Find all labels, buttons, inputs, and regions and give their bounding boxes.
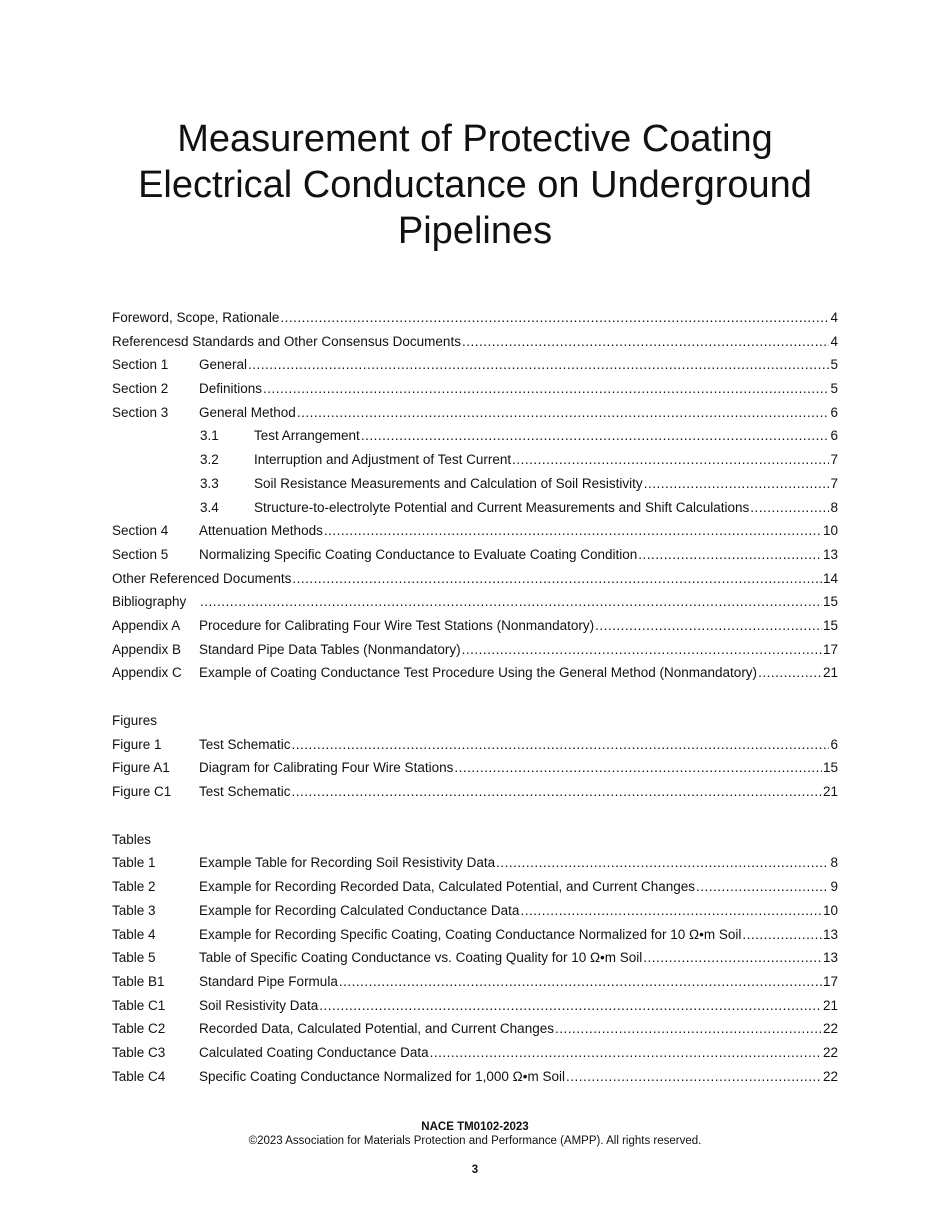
table-entry-title: Calculated Coating Conductance Data bbox=[199, 1044, 429, 1060]
toc-entry-label: Bibliography bbox=[112, 594, 187, 610]
figure-entry-label: Figure A1 bbox=[112, 760, 170, 776]
figure-entry[interactable] bbox=[112, 760, 838, 784]
toc-entry-title: Procedure for Calibrating Four Wire Test Stations (Nonmandatory) bbox=[199, 617, 595, 633]
toc-entry-title: Normalizing Specific Coating Conductance to Evaluate Coating Condition bbox=[199, 546, 638, 562]
leader-dots bbox=[430, 1045, 822, 1060]
leader-dots bbox=[750, 500, 829, 515]
title-line: Measurement of Protective Coating bbox=[177, 118, 773, 160]
toc-entry-title: Definitions bbox=[199, 381, 263, 397]
leader-dots bbox=[512, 452, 829, 467]
leader-dots bbox=[292, 737, 830, 752]
figure-entry-label: Figure 1 bbox=[112, 736, 162, 752]
leader-dots bbox=[339, 974, 822, 989]
toc-subentry[interactable] bbox=[112, 476, 838, 500]
toc-subentry-page: 7 bbox=[830, 452, 838, 468]
table-entry-label: Table C4 bbox=[112, 1068, 166, 1084]
leader-dots bbox=[280, 310, 829, 325]
toc-entry-title: Other Referenced Documents bbox=[112, 570, 292, 586]
leader-dots bbox=[292, 784, 822, 799]
leader-dots bbox=[758, 665, 822, 680]
toc-entry[interactable] bbox=[112, 571, 838, 595]
leader-dots bbox=[200, 594, 822, 609]
table-entry-title: Example for Recording Calculated Conductance Data bbox=[199, 902, 520, 918]
table-entry-label: Table B1 bbox=[112, 973, 165, 989]
spacer bbox=[112, 689, 838, 713]
leader-dots bbox=[520, 903, 822, 918]
document-title bbox=[0, 116, 950, 254]
table-entry-title: Example Table for Recording Soil Resistivity Data bbox=[199, 855, 496, 871]
toc-entry-label: Section 5 bbox=[112, 546, 169, 562]
toc-entry[interactable] bbox=[112, 618, 838, 642]
toc-entry-label: Section 2 bbox=[112, 381, 169, 397]
leader-dots bbox=[361, 428, 830, 443]
toc-subentry-title: Structure-to-electrolyte Potential and Current Measurements and Shift Calculations bbox=[254, 499, 750, 515]
toc-entry[interactable] bbox=[112, 642, 838, 666]
table-entry-label: Table 3 bbox=[112, 902, 156, 918]
toc-entry-title: Foreword, Scope, Rationale bbox=[112, 310, 280, 325]
leader-dots bbox=[595, 618, 822, 633]
title-line: Pipelines bbox=[397, 210, 553, 252]
leader-dots bbox=[638, 547, 822, 562]
toc-entry-title: Referencesd Standards and Other Consensus Documents bbox=[112, 333, 461, 349]
toc-entry-page: 6 bbox=[830, 404, 838, 420]
table-entry[interactable] bbox=[112, 927, 838, 951]
toc-subentry-number: 3.1 bbox=[200, 428, 219, 444]
table-entry-page: 22 bbox=[822, 1021, 838, 1037]
table-entry-title: Example for Recording Specific Coating, Coating Conductance Normalized for 10 Ω•m Soil bbox=[199, 926, 742, 942]
footer-doc-id: NACE TM0102-2023 bbox=[421, 1121, 529, 1133]
figure-entry-title: Test Schematic bbox=[199, 736, 291, 752]
leader-dots bbox=[696, 879, 829, 894]
table-entry-title: Recorded Data, Calculated Potential, and Current Changes bbox=[199, 1021, 554, 1037]
table-entry-title: Soil Resistivity Data bbox=[199, 997, 319, 1013]
leader-dots bbox=[319, 998, 822, 1013]
leader-dots bbox=[566, 1069, 822, 1084]
toc-entry[interactable] bbox=[112, 547, 838, 571]
toc-entry-title: General Method bbox=[199, 404, 296, 420]
table-entry[interactable] bbox=[112, 1021, 838, 1045]
toc-subentry-title: Test Arrangement bbox=[254, 428, 360, 444]
toc-subentry-number: 3.4 bbox=[200, 499, 219, 515]
table-entry-label: Table C3 bbox=[112, 1044, 166, 1060]
toc-entry-label: Section 4 bbox=[112, 523, 169, 539]
figure-entry-page: 6 bbox=[830, 736, 838, 752]
toc-subentry-page: 6 bbox=[830, 428, 838, 444]
toc-entry[interactable] bbox=[112, 523, 838, 547]
table-entry-label: Table 5 bbox=[112, 950, 156, 966]
leader-dots bbox=[248, 357, 829, 372]
toc-entry-label: Appendix B bbox=[112, 641, 182, 657]
toc-entry-page: 14 bbox=[822, 570, 838, 586]
table-of-contents bbox=[112, 310, 838, 1092]
table-entry-page: 13 bbox=[822, 926, 838, 942]
leader-dots bbox=[462, 334, 830, 349]
leader-dots bbox=[555, 1021, 822, 1036]
toc-subentry-number: 3.3 bbox=[200, 475, 219, 491]
table-entry-page: 9 bbox=[830, 879, 838, 895]
leader-dots bbox=[496, 855, 829, 870]
toc-entry-label: Section 1 bbox=[112, 357, 169, 373]
leader-dots bbox=[462, 642, 822, 657]
toc-entry-page: 5 bbox=[830, 357, 838, 373]
figure-entry-title: Diagram for Calibrating Four Wire Stations bbox=[199, 760, 454, 776]
table-entry[interactable] bbox=[112, 1045, 838, 1069]
table-entry-title: Specific Coating Conductance Normalized for 1,000 Ω•m Soil bbox=[199, 1068, 565, 1084]
toc-subentry-page: 8 bbox=[830, 499, 838, 515]
toc-entry[interactable] bbox=[112, 594, 838, 618]
table-entry-page: 22 bbox=[822, 1044, 838, 1060]
toc-entry[interactable] bbox=[112, 334, 838, 358]
footer-copyright: ©2023 Association for Materials Protection and Performance (AMPP). All rights reserved. bbox=[248, 1135, 702, 1147]
toc-entry-page: 10 bbox=[822, 523, 838, 539]
table-entry[interactable] bbox=[112, 950, 838, 974]
figure-entry-title: Test Schematic bbox=[199, 784, 291, 800]
table-entry-label: Table 1 bbox=[112, 855, 156, 871]
table-entry-page: 17 bbox=[822, 973, 838, 989]
leader-dots bbox=[644, 476, 830, 491]
table-entry-title: Example for Recording Recorded Data, Calculated Potential, and Current Changes bbox=[199, 879, 696, 895]
leader-dots bbox=[454, 760, 822, 775]
toc-entry[interactable] bbox=[112, 310, 838, 334]
table-entry[interactable] bbox=[112, 855, 838, 879]
figure-entry[interactable] bbox=[112, 784, 838, 808]
footer-page-number: 3 bbox=[471, 1164, 479, 1176]
table-entry[interactable] bbox=[112, 974, 838, 998]
toc-entry[interactable] bbox=[112, 405, 838, 429]
toc-entry[interactable] bbox=[112, 381, 838, 405]
table-entry-title: Standard Pipe Formula bbox=[199, 973, 338, 989]
figure-entry-page: 15 bbox=[822, 760, 838, 776]
toc-entry-page: 4 bbox=[830, 333, 838, 349]
toc-subentry-number: 3.2 bbox=[200, 452, 219, 468]
leader-dots bbox=[292, 571, 822, 586]
toc-subentry[interactable] bbox=[112, 452, 838, 476]
spacer bbox=[112, 808, 838, 832]
table-entry-page: 8 bbox=[830, 855, 838, 871]
table-entry[interactable] bbox=[112, 1069, 838, 1093]
table-entry-page: 13 bbox=[822, 950, 838, 966]
toc-entry-title: Example of Coating Conductance Test Procedure Using the General Method (Nonmandatory) bbox=[199, 665, 758, 681]
toc-subentry[interactable] bbox=[112, 500, 838, 524]
leader-dots bbox=[324, 523, 822, 538]
figure-entry-label: Figure C1 bbox=[112, 784, 172, 800]
toc-entry-page: 21 bbox=[822, 665, 838, 681]
toc-entry-page: 15 bbox=[822, 617, 838, 633]
figure-entry[interactable] bbox=[112, 737, 838, 761]
leader-dots bbox=[643, 950, 822, 965]
toc-subentry-title: Interruption and Adjustment of Test Current bbox=[254, 452, 512, 468]
table-entry-label: Table C1 bbox=[112, 997, 166, 1013]
toc-entry-label: Appendix A bbox=[112, 617, 181, 633]
toc-entry-page: 5 bbox=[830, 381, 838, 397]
toc-entry-label: Section 3 bbox=[112, 404, 169, 420]
toc-entry[interactable] bbox=[112, 357, 838, 381]
leader-dots bbox=[742, 927, 822, 942]
toc-subentry-page: 7 bbox=[830, 475, 838, 491]
toc-entry-title: General bbox=[199, 357, 248, 373]
table-entry[interactable] bbox=[112, 879, 838, 903]
toc-entry[interactable] bbox=[112, 665, 838, 689]
table-entry[interactable] bbox=[112, 903, 838, 927]
table-entry-label: Table C2 bbox=[112, 1021, 166, 1037]
toc-subentry[interactable] bbox=[112, 428, 838, 452]
toc-subentry-title: Soil Resistance Measurements and Calculation of Soil Resistivity bbox=[254, 475, 643, 491]
leader-dots bbox=[297, 405, 830, 420]
toc-entry-page: 13 bbox=[822, 546, 838, 562]
figures-heading: Figures bbox=[112, 713, 158, 728]
title-line: Electrical Conductance on Underground bbox=[138, 164, 812, 206]
toc-entry-label: Appendix C bbox=[112, 665, 182, 681]
table-entry[interactable] bbox=[112, 998, 838, 1022]
table-entry-page: 21 bbox=[822, 997, 838, 1013]
leader-dots bbox=[263, 381, 829, 396]
table-entry-label: Table 4 bbox=[112, 926, 156, 942]
toc-entry-title: Attenuation Methods bbox=[199, 523, 323, 539]
figure-entry-page: 21 bbox=[822, 784, 838, 800]
table-entry-page: 22 bbox=[822, 1068, 838, 1084]
toc-entry-title: Standard Pipe Data Tables (Nonmandatory) bbox=[199, 641, 461, 657]
table-entry-title: Table of Specific Coating Conductance vs. Coating Quality for 10 Ω•m Soil bbox=[199, 950, 643, 966]
toc-entry-page: 15 bbox=[822, 594, 838, 610]
toc-entry-page: 4 bbox=[830, 310, 838, 325]
tables-heading: Tables bbox=[112, 831, 152, 847]
table-entry-page: 10 bbox=[822, 902, 838, 918]
table-entry-label: Table 2 bbox=[112, 879, 156, 895]
toc-entry-page: 17 bbox=[822, 641, 838, 657]
